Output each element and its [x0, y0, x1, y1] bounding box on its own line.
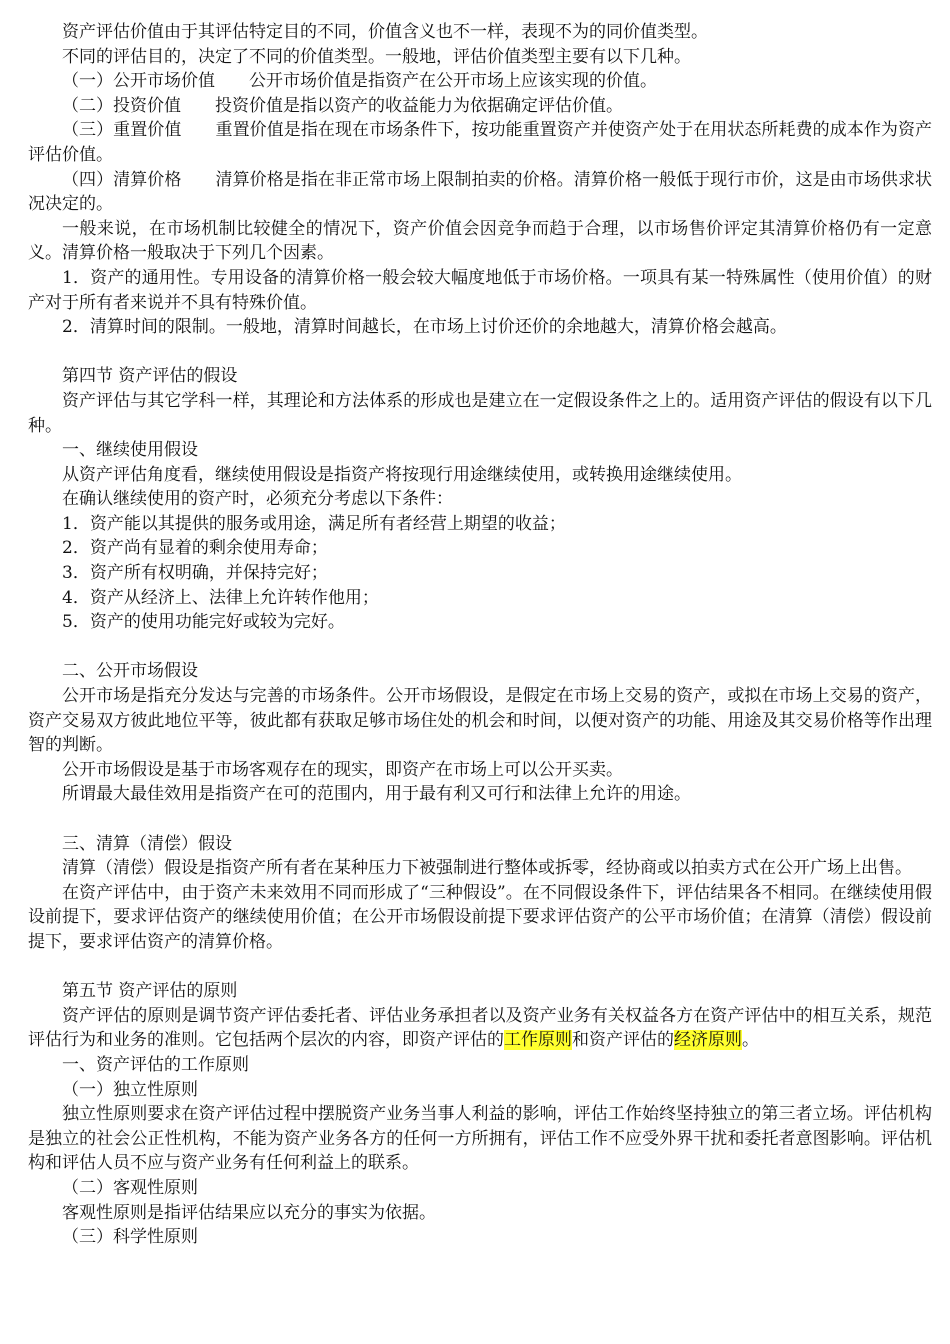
- paragraph: 在资产评估中，由于资产未来效用不同而形成了“三种假设”。在不同假设条件下，评估结果各不相同。在继续使用假设前提下，要求评估资产的继续使用价值；在公开市场假设前提下要求评估资产的公平市场价值；在清算（清偿）假设前提下，要求评估资产的清算价格。: [28, 882, 932, 952]
- blank-line: [28, 635, 932, 660]
- list-item: 2．清算时间的限制。一般地，清算时间越长，在市场上讨价还价的余地越大，清算价格会越高。: [62, 317, 787, 338]
- list-item: 2．资产尚有显着的剩余使用寿命；: [62, 538, 328, 559]
- blank-line: [28, 340, 932, 365]
- list-item: 1．资产的通用性。专用设备的清算价格一般会较大幅度地低于市场价格。一项具有某一特殊属性（使用价值）的财产对于所有者来说并不具有特殊价值。: [28, 267, 932, 313]
- paragraph: 在确认继续使用的资产时，必须充分考虑以下条件：: [62, 489, 453, 510]
- paragraph: 一般来说，在市场机制比较健全的情况下，资产价值会因竞争而趋于合理，以市场售价评定其清算价格仍有一定意义。清算价格一般取决于下列几个因素。: [28, 218, 932, 264]
- paragraph: 资产评估价值由于其评估特定目的不同，价值含义也不一样，表现不为的同价值类型。: [62, 22, 708, 42]
- paragraph: 清算（清偿）假设是指资产所有者在某种压力下被强制进行整体或拆零，经协商或以拍卖方式在公开广场上出售。: [62, 858, 912, 879]
- blank-line: [28, 955, 932, 980]
- list-item: 3．资产所有权明确，并保持完好；: [62, 563, 328, 584]
- principle-heading: （三）科学性原则: [62, 1227, 198, 1248]
- paragraph: 所谓最大最佳效用是指资产在可的范围内，用于最有利又可行和法律上允许的用途。: [62, 784, 691, 805]
- value-type-replacement: （三）重置价值 重置价值是指在现在市场条件下，按功能重置资产并使资产处于在用状态所耗费的成本作为资产评估价值。: [28, 120, 932, 165]
- paragraph: 客观性原则是指评估结果应以充分的事实为依据。: [62, 1202, 436, 1223]
- value-type-investment: （二）投资价值 投资价值是指以资产的收益能力为依据确定评估价值。: [62, 95, 623, 116]
- paragraph-with-highlights: [28, 1004, 932, 1053]
- document-body: [28, 20, 932, 1250]
- paragraph: 不同的评估目的，决定了不同的价值类型。一般地，评估价值类型主要有以下几种。: [62, 46, 691, 67]
- paragraph: 资产评估与其它学科一样，其理论和方法体系的形成也是建立在一定假设条件之上的。适用资产评估的假设有以下几种。: [28, 390, 932, 436]
- highlighted-text: 工作原则: [504, 1030, 572, 1051]
- list-item: 5．资产的使用功能完好或较为完好。: [62, 612, 345, 633]
- principle-heading: （二）客观性原则: [62, 1177, 198, 1198]
- paragraph: 独立性原则要求在资产评估过程中摆脱资产业务当事人利益的影响，评估工作始终坚持独立的第三者立场。评估机构是独立的社会公正性机构，不能为资产业务各方的任何一方所拥有，评估工作不应受外界干扰和委托者意图影响。评估机构和评估人员不应与资产业务有任何利益上的联系。: [28, 1104, 932, 1174]
- subsection-heading: 二、公开市场假设: [62, 661, 198, 682]
- paragraph: 从资产评估角度看，继续使用假设是指资产将按现行用途继续使用，或转换用途继续使用。: [62, 464, 742, 485]
- blank-line: [28, 807, 932, 832]
- paragraph: 公开市场是指充分发达与完善的市场条件。公开市场假设，是假定在市场上交易的资产，或拟在市场上交易的资产，资产交易双方彼此地位平等，彼此都有获取足够市场住处的机会和时间，以便对资产的功能、用途及其交易价格等作出理智的判断。: [28, 686, 932, 756]
- list-item: 4．资产从经济上、法律上允许转作他用；: [62, 587, 379, 608]
- section-heading-5: 第五节 资产评估的原则: [62, 981, 238, 1002]
- subsection-heading: 三、清算（清偿）假设: [62, 833, 232, 854]
- paragraph: 公开市场假设是基于市场客观存在的现实，即资产在市场上可以公开买卖。: [62, 759, 623, 780]
- principle-heading: （一）独立性原则: [62, 1079, 198, 1100]
- subsection-heading: 一、资产评估的工作原则: [62, 1054, 249, 1075]
- subsection-heading: 一、继续使用假设: [62, 440, 198, 461]
- highlighted-text: 经济原则: [674, 1030, 742, 1051]
- section-heading-4: 第四节 资产评估的假设: [62, 366, 238, 387]
- text-run: 和资产评估的: [572, 1030, 674, 1051]
- value-type-liquidation: （四）清算价格 清算价格是指在非正常市场上限制拍卖的价格。清算价格一般低于现行市价，这是由市场供求状况决定的。: [28, 169, 932, 215]
- list-item: 1．资产能以其提供的服务或用途，满足所有者经营上期望的收益；: [62, 513, 566, 534]
- text-run: 资产评估的原则是调节资产评估委托者、评估业务承担者以及资产业务有关权益各方在资产评估中的相互关系，规范评估行为和业务的准则。它包括两个层次的内容，即资产评估的: [28, 1005, 932, 1051]
- text-run: 。: [742, 1030, 759, 1051]
- value-type-public-market: （一）公开市场价值 公开市场价值是指资产在公开市场上应该实现的价值。: [62, 71, 657, 92]
